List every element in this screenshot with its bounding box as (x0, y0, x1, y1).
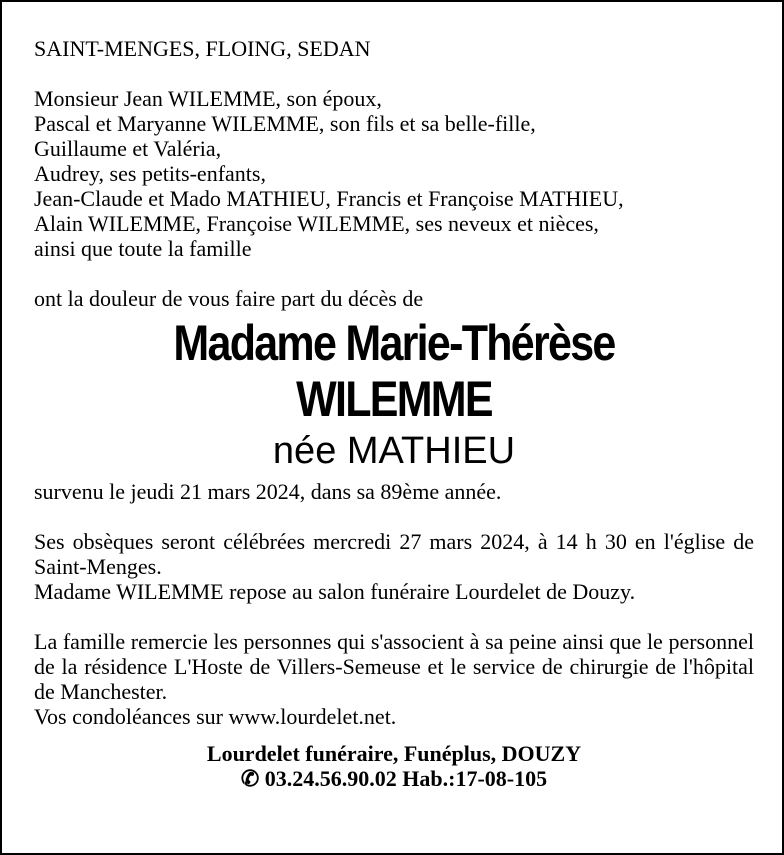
family-line: Alain WILEMME, Françoise WILEMME, ses neveux et nièces, (34, 211, 599, 236)
condolences-text: Vos condoléances sur www.lourdelet.net. (34, 704, 397, 729)
funeral-service: Ses obsèques seront célébrées mercredi 27 mars 2024, à 14 h 30 en l'église de Saint-Menges. (34, 529, 754, 579)
header-locations: SAINT-MENGES, FLOING, SEDAN (34, 36, 371, 61)
family-line: ainsi que toute la famille (34, 236, 252, 261)
family-line: Audrey, ses petits-enfants, (34, 161, 266, 186)
deceased-name-line1: Madame Marie-Thérèse (173, 315, 615, 371)
notice-content (34, 36, 754, 791)
death-info: survenu le jeudi 21 mars 2024, dans sa 89ème année. (34, 479, 502, 504)
family-line: Monsieur Jean WILEMME, son époux, (34, 86, 382, 111)
footer-company: Lourdelet funéraire, Funéplus, DOUZY (206, 741, 582, 766)
deceased-maiden-name: née MATHIEU (272, 430, 516, 472)
footer-phone: 03.24.56.90.02 Hab.:17-08-105 (264, 766, 548, 791)
family-line: Jean-Claude et Mado MATHIEU, Francis et Françoise MATHIEU, (34, 186, 624, 211)
family-line: Guillaume et Valéria, (34, 136, 222, 161)
thanks-text: La famille remercie les personnes qui s'associent à sa peine ainsi que le personnel de la résidence L'Hoste de Villers-Semeuse et le service de chirurgie de l'hôpital de Manchester. (34, 629, 754, 704)
footer-phone-line (34, 766, 754, 791)
family-line: Pascal et Maryanne WILEMME, son fils et sa belle-fille, (34, 111, 536, 136)
deceased-name-line2: WILEMME (296, 371, 492, 427)
funeral-repose: Madame WILEMME repose au salon funéraire Lourdelet de Douzy. (34, 579, 636, 604)
announcement: ont la douleur de vous faire part du décès de (34, 286, 424, 311)
footer (34, 741, 754, 791)
telephone-icon: ✆ (240, 766, 260, 791)
